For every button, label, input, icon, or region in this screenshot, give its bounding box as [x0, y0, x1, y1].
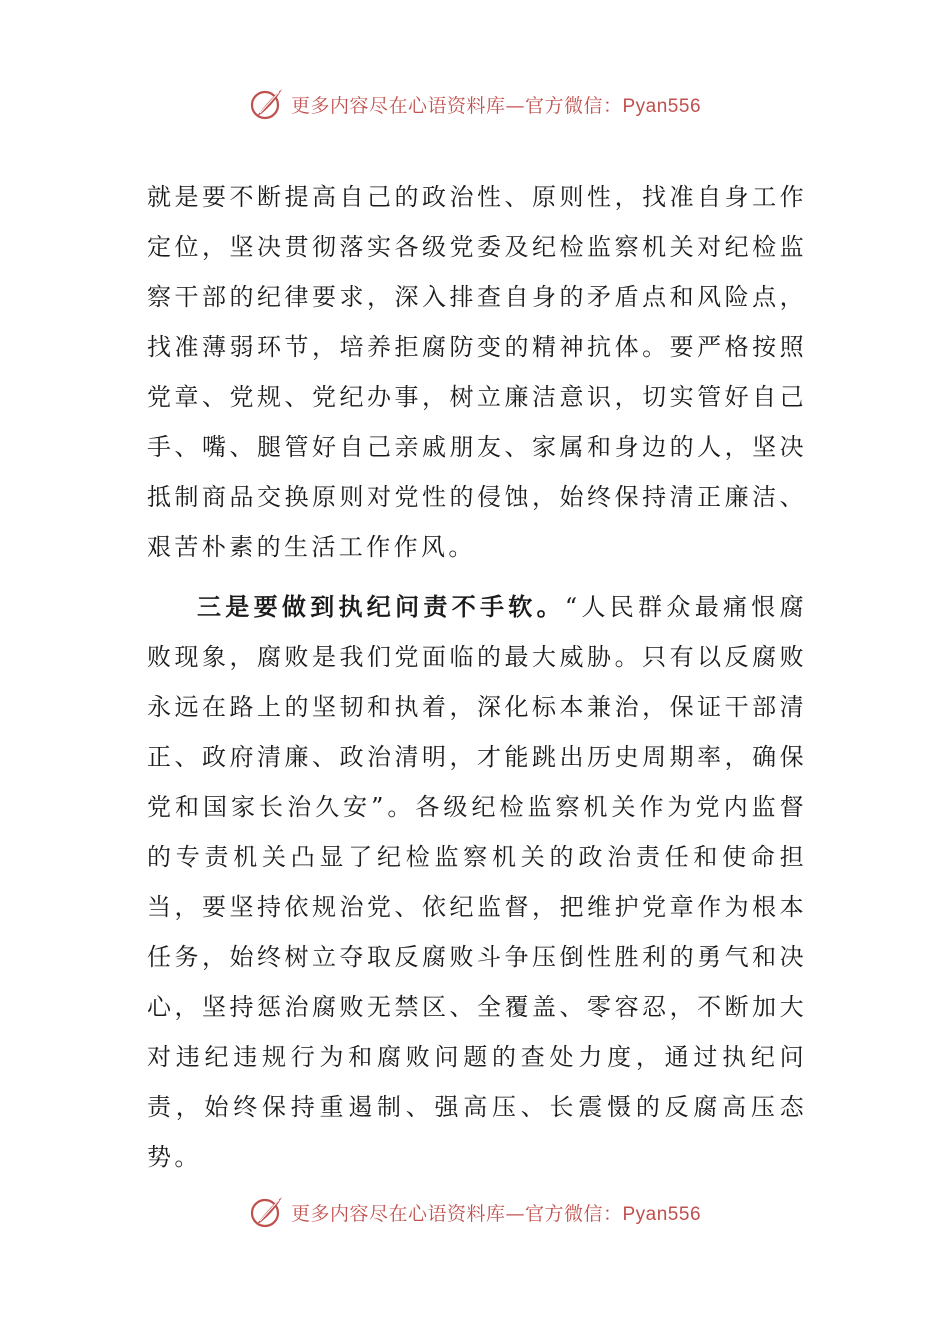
body-paragraph-2: [147, 582, 807, 1182]
quill-logo-icon: [249, 86, 285, 122]
header-watermark-label: 更多内容尽在心语资料库—官方微信：: [290, 94, 623, 117]
paragraph-lead-heading: 三是要做到执纪问责不手软。: [197, 593, 565, 621]
header-wechat-id: Pyan556: [622, 95, 702, 117]
paragraph-2-text: “人民群众最痛恨腐败现象，腐败是我们党面临的最大威胁。只有以反腐败永远在路上的坚韧和执着，深化标本兼治，保证干部清正、政府清廉、政治清明，才能跳出历史周期率，确保党和国家长治久安”。各级纪检监察机关作为党内监督的专责机关凸显了纪检监察机关的政治责任和使命担当，要坚持依规治党、依纪监督，把维护党章作为根本任务，始终树立夺取反腐败斗争压倒性胜利的勇气和决心，坚持惩治腐败无禁区、全覆盖、零容忍，不断加大对违纪违规行为和腐败问题的查处力度，通过执纪问责，始终保持重遏制、强高压、长震慑的反腐高压态势。: [147, 593, 807, 1171]
quill-logo-icon: [249, 1194, 285, 1230]
body-paragraph-1: 就是要不断提高自己的政治性、原则性，找准自身工作定位，坚决贯彻落实各级党委及纪检监察机关对纪检监察干部的纪律要求，深入排查自身的矛盾点和风险点，找准薄弱环节，培养拒腐防变的精神抗体。要严格按照党章、党规、党纪办事，树立廉洁意识，切实管好自己手、嘴、腿管好自己亲戚朋友、家属和身边的人，坚决抵制商品交换原则对党性的侵蚀，始终保持清正廉洁、艰苦朴素的生活工作作风。: [147, 183, 807, 561]
footer-watermark: [0, 1190, 950, 1234]
header-watermark-text: [291, 91, 701, 118]
footer-watermark-label: 更多内容尽在心语资料库—官方微信：: [290, 1202, 623, 1225]
footer-watermark-text: [291, 1199, 701, 1226]
footer-wechat-id: Pyan556: [622, 1203, 702, 1225]
header-watermark: [0, 82, 950, 126]
